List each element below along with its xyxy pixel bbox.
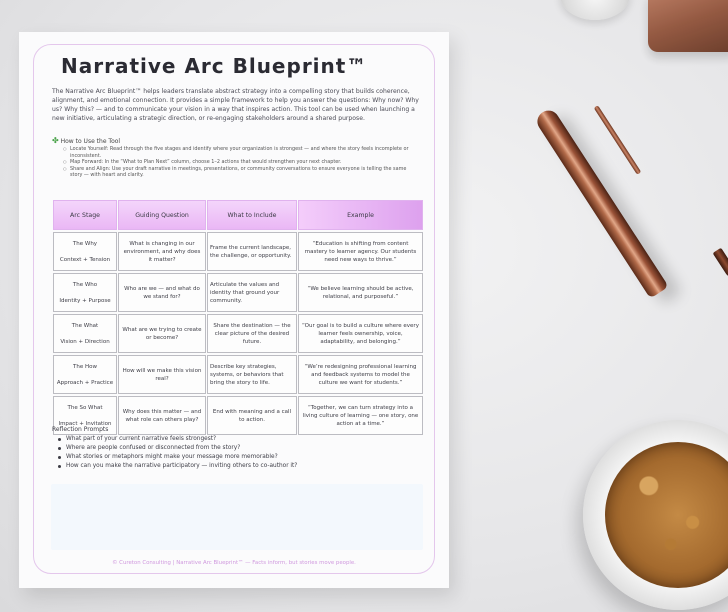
stage-name: The Why [72,240,98,247]
example-cell: “Together, we can turn strategy into a living culture of learning — one story, one action at a time.” [298,396,423,435]
reflection-item: How can you make the narrative participatory — inviting others to co-author it? [57,462,297,471]
pen-clip [594,105,642,175]
clover-icon: ✤ [52,136,59,145]
how-to-item: ○ Map Forward: In the “What to Plan Next” column, choose 1–2 actions that would strengthen your next chapter. [63,159,419,166]
stage-sub: Context + Tension [59,256,111,263]
arc-table [52,198,424,437]
coffee-bean-jar [648,0,728,52]
reflection-list [57,435,297,471]
header-what-to-include: What to Include [207,200,297,230]
how-to-title-text: How to Use the Tool [60,138,121,145]
table-row [53,314,423,353]
notes-box [51,484,423,550]
page-title: Narrative Arc Blueprint™ [61,54,368,78]
question-cell: How will we make this vision real? [118,355,206,394]
table-row [53,273,423,312]
reflection-title: Reflection Prompts [52,426,109,433]
reflection-item: What part of your current narrative feels strongest? [57,435,297,444]
question-cell: Who are we — and what do we stand for? [118,273,206,312]
stage-sub: Identity + Purpose [59,297,111,304]
intro-paragraph: The Narrative Arc Blueprint™ helps leaders translate abstract strategy into a compelling story that builds coherence, alignment, and emotional connection. It provides a simple framework to help you answer the questions: Why now? Why us? Why this? — and to communicate your vision in a way that inspires action. This tool can be used when launching a new initiative, articulating a strategic direction, or re-engaging stakeholders around a shared purpose. [52,88,419,122]
how-to-item: ○ Share and Align: Use your draft narrative in meetings, presentations, or community conversations to ensure everyone is telling the same story — with heart and clarity. [63,166,419,179]
header-guiding-question: Guiding Question [118,200,206,230]
example-cell: “Our goal is to build a culture where every learner feels ownership, voice, adaptability, and belonging.” [298,314,423,353]
include-cell: End with meaning and a call to action. [207,396,297,435]
worksheet-paper [19,32,449,588]
example-cell: “Education is shifting from content mastery to learner agency. Our students need new ways to thrive.” [298,232,423,271]
question-cell: What are we trying to create or become? [118,314,206,353]
stage-sub: Vision + Direction [60,338,110,345]
include-cell: Describe key strategies, systems, or behaviors that bring the story to life. [207,355,297,394]
table-row [53,396,423,435]
stage-name: The How [73,363,97,370]
page-footer: © Cureton Consulting | Narrative Arc Blueprint™ — Facts inform, but stories move people. [112,560,356,566]
table-row [53,355,423,394]
question-cell: Why does this matter — and what role can others play? [118,396,206,435]
pen-tip [713,248,728,279]
reflection-item: What stories or metaphors might make your message more memorable? [57,453,297,462]
stage-sub: Impact + Invitation [58,420,112,427]
header-arc-stage: Arc Stage [53,200,117,230]
table-header-row [53,200,423,230]
example-cell: “We’re redesigning professional learning and feedback systems to model the culture we want for students.” [298,355,423,394]
include-cell: Articulate the values and identity that ground your community. [207,273,297,312]
question-cell: What is changing in our environment, and why does it matter? [118,232,206,271]
stage-name: The So What [67,404,103,411]
how-to-list [63,146,419,179]
header-example: Example [298,200,423,230]
stage-name: The Who [72,281,98,288]
stage-cell [53,314,117,353]
copper-pen [533,106,669,298]
glass-bowl [560,0,630,20]
how-to-title [52,136,120,145]
stage-cell [53,355,117,394]
stage-name: The What [71,322,99,329]
stage-sub: Approach + Practice [56,379,114,386]
stage-cell [53,232,117,271]
include-cell: Share the destination — the clear picture of the desired future. [207,314,297,353]
stage-cell [53,273,117,312]
include-cell: Frame the current landscape, the challenge, or opportunity. [207,232,297,271]
reflection-item: Where are people confused or disconnected from the story? [57,444,297,453]
example-cell: “We believe learning should be active, relational, and purposeful.” [298,273,423,312]
table-row [53,232,423,271]
how-to-item: ○ Locate Yourself: Read through the five stages and identify where your organization is strongest — and where the story feels incomplete or inconsistent. [63,146,419,159]
